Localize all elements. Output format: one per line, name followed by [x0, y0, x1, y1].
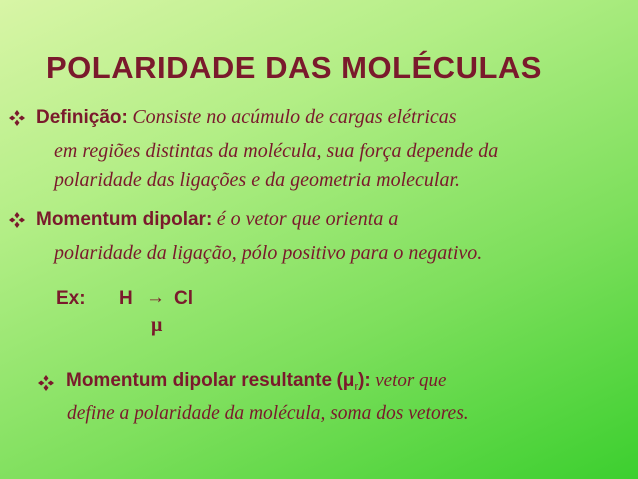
- resultant-term: Momentum dipolar resultante: [66, 370, 333, 391]
- right-arrow-icon: →: [146, 287, 165, 308]
- definition-text-line-2: em regiões distintas da molécula, sua força depende da: [54, 140, 499, 162]
- dipole-symbol: μ: [151, 314, 163, 336]
- page-title: POLARIDADE DAS MOLÉCULAS: [46, 50, 542, 85]
- definition-term: Definição:: [36, 107, 128, 128]
- resultant-symbol-open: (μ: [336, 370, 355, 391]
- example-atom-cl: Cl: [174, 288, 193, 309]
- definition-text-line-1: Consiste no acúmulo de cargas elétricas: [132, 106, 457, 128]
- resultant-symbol-close: ):: [358, 370, 371, 391]
- momentum-first-line: [36, 208, 398, 231]
- momentum-term: Momentum dipolar:: [36, 209, 213, 230]
- resultant-text-line-2: define a polaridade da molécula, soma dos vetores.: [67, 403, 469, 424]
- example-atom-h: H: [119, 288, 133, 309]
- momentum-text-line-2: polaridade da ligação, pólo positivo para o negativo.: [54, 242, 483, 264]
- example-label: Ex:: [56, 288, 86, 309]
- definition-text-line-3: polaridade das ligações e da geometria molecular.: [54, 169, 461, 191]
- diamond-bullet-icon: [38, 375, 54, 391]
- resultant-text-line-1: vetor que: [375, 370, 447, 391]
- momentum-text-line-1: é o vetor que orienta a: [216, 208, 399, 230]
- definition-first-line: [36, 106, 457, 129]
- diamond-bullet-icon: [9, 110, 25, 126]
- resultant-symbol-subscript: r: [354, 381, 359, 394]
- resultant-first-line: [66, 370, 446, 393]
- diamond-bullet-icon: [9, 212, 25, 228]
